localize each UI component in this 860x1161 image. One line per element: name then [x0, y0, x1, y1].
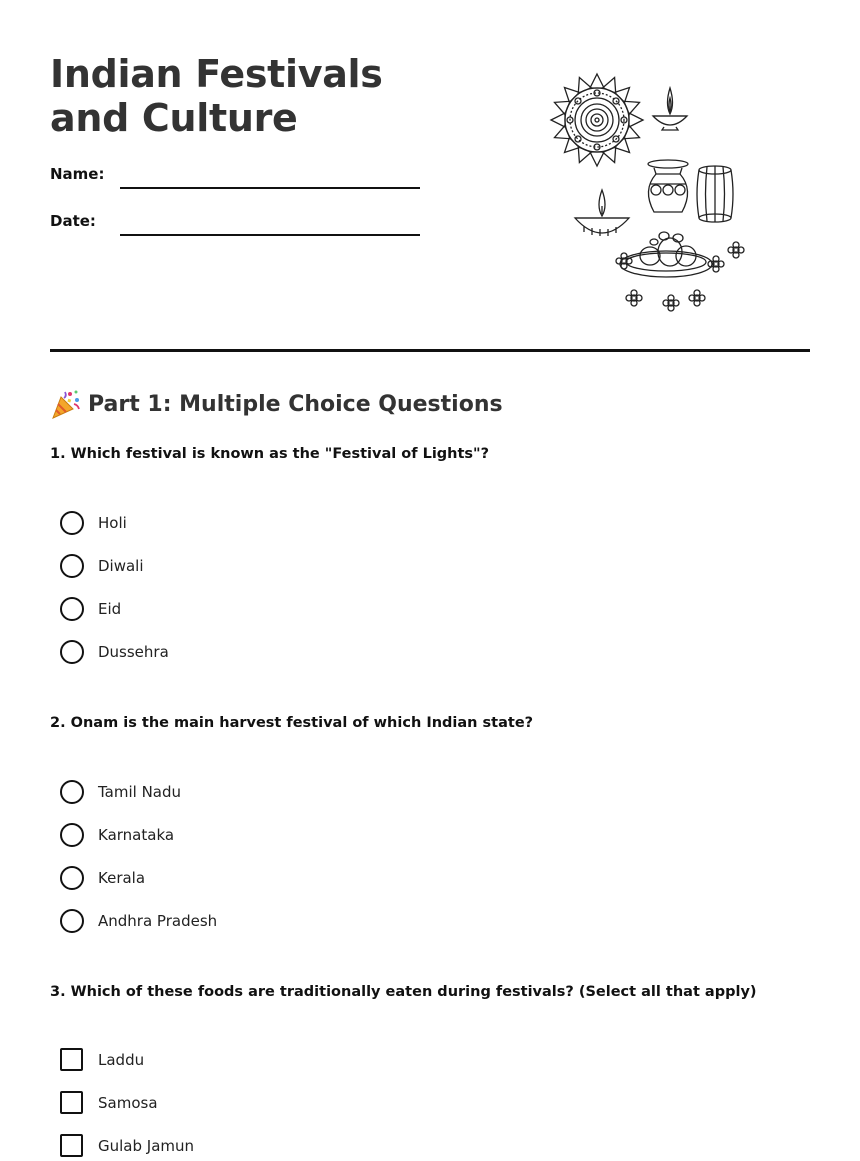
option-eid[interactable] — [60, 597, 460, 640]
option-gulab-jamun[interactable] — [60, 1134, 460, 1161]
header-divider — [50, 349, 810, 352]
option-label: Eid — [98, 600, 122, 618]
kalash-pot-icon — [648, 160, 688, 212]
option-kerala[interactable] — [60, 866, 460, 909]
option-holi[interactable] — [60, 511, 460, 554]
option-samosa[interactable] — [60, 1091, 460, 1134]
option-laddu[interactable] — [60, 1048, 460, 1091]
radio-button[interactable] — [60, 640, 84, 664]
checkbox[interactable] — [60, 1134, 83, 1157]
options-list — [60, 780, 460, 952]
question-text: 2. Onam is the main harvest festival of which Indian state? — [50, 715, 534, 731]
options-list — [60, 511, 460, 683]
checkbox[interactable] — [60, 1048, 83, 1071]
option-dussehra[interactable] — [60, 640, 460, 683]
option-label: Diwali — [98, 557, 144, 575]
radio-button[interactable] — [60, 554, 84, 578]
name-label: Name: — [50, 165, 105, 183]
radio-button[interactable] — [60, 909, 84, 933]
question-text: 3. Which of these foods are traditionally eaten during festivals? (Select all that apply) — [50, 984, 757, 1000]
option-label: Dussehra — [98, 643, 169, 661]
option-label: Tamil Nadu — [98, 783, 182, 801]
dhol-drum-icon — [697, 166, 733, 222]
section-title: Part 1: Multiple Choice Questions — [88, 391, 503, 417]
option-karnataka[interactable] — [60, 823, 460, 866]
radio-button[interactable] — [60, 866, 84, 890]
option-label: Samosa — [98, 1094, 158, 1112]
radio-button[interactable] — [60, 823, 84, 847]
diya-icon — [653, 88, 687, 130]
question-3 — [50, 982, 810, 1155]
option-tamil-nadu[interactable] — [60, 780, 460, 823]
sweets-plate-icon — [620, 232, 712, 277]
option-label: Andhra Pradesh — [98, 912, 218, 930]
option-label: Laddu — [98, 1051, 145, 1069]
radio-button[interactable] — [60, 597, 84, 621]
rangoli-icon — [551, 74, 643, 166]
option-diwali[interactable] — [60, 554, 460, 597]
name-input[interactable] — [120, 165, 420, 189]
option-label: Kerala — [98, 869, 146, 887]
question-1 — [50, 444, 810, 661]
name-field-row — [50, 165, 420, 189]
date-label: Date: — [50, 212, 96, 230]
option-label: Gulab Jamun — [98, 1137, 195, 1155]
festival-illustration — [540, 68, 760, 318]
checkbox[interactable] — [60, 1091, 83, 1114]
option-label: Karnataka — [98, 826, 175, 844]
question-text: 1. Which festival is known as the "Festival of Lights"? — [50, 446, 490, 462]
question-2 — [50, 713, 810, 930]
date-input[interactable] — [120, 212, 420, 236]
date-field-row — [50, 212, 420, 236]
page-title: Indian Festivals and Culture — [50, 52, 383, 140]
radio-button[interactable] — [60, 780, 84, 804]
diya-icon — [575, 190, 629, 236]
options-list — [60, 1048, 460, 1161]
party-popper-icon — [50, 388, 82, 420]
option-andhra-pradesh[interactable] — [60, 909, 460, 952]
section-heading — [50, 388, 503, 420]
option-label: Holi — [98, 514, 127, 532]
radio-button[interactable] — [60, 511, 84, 535]
